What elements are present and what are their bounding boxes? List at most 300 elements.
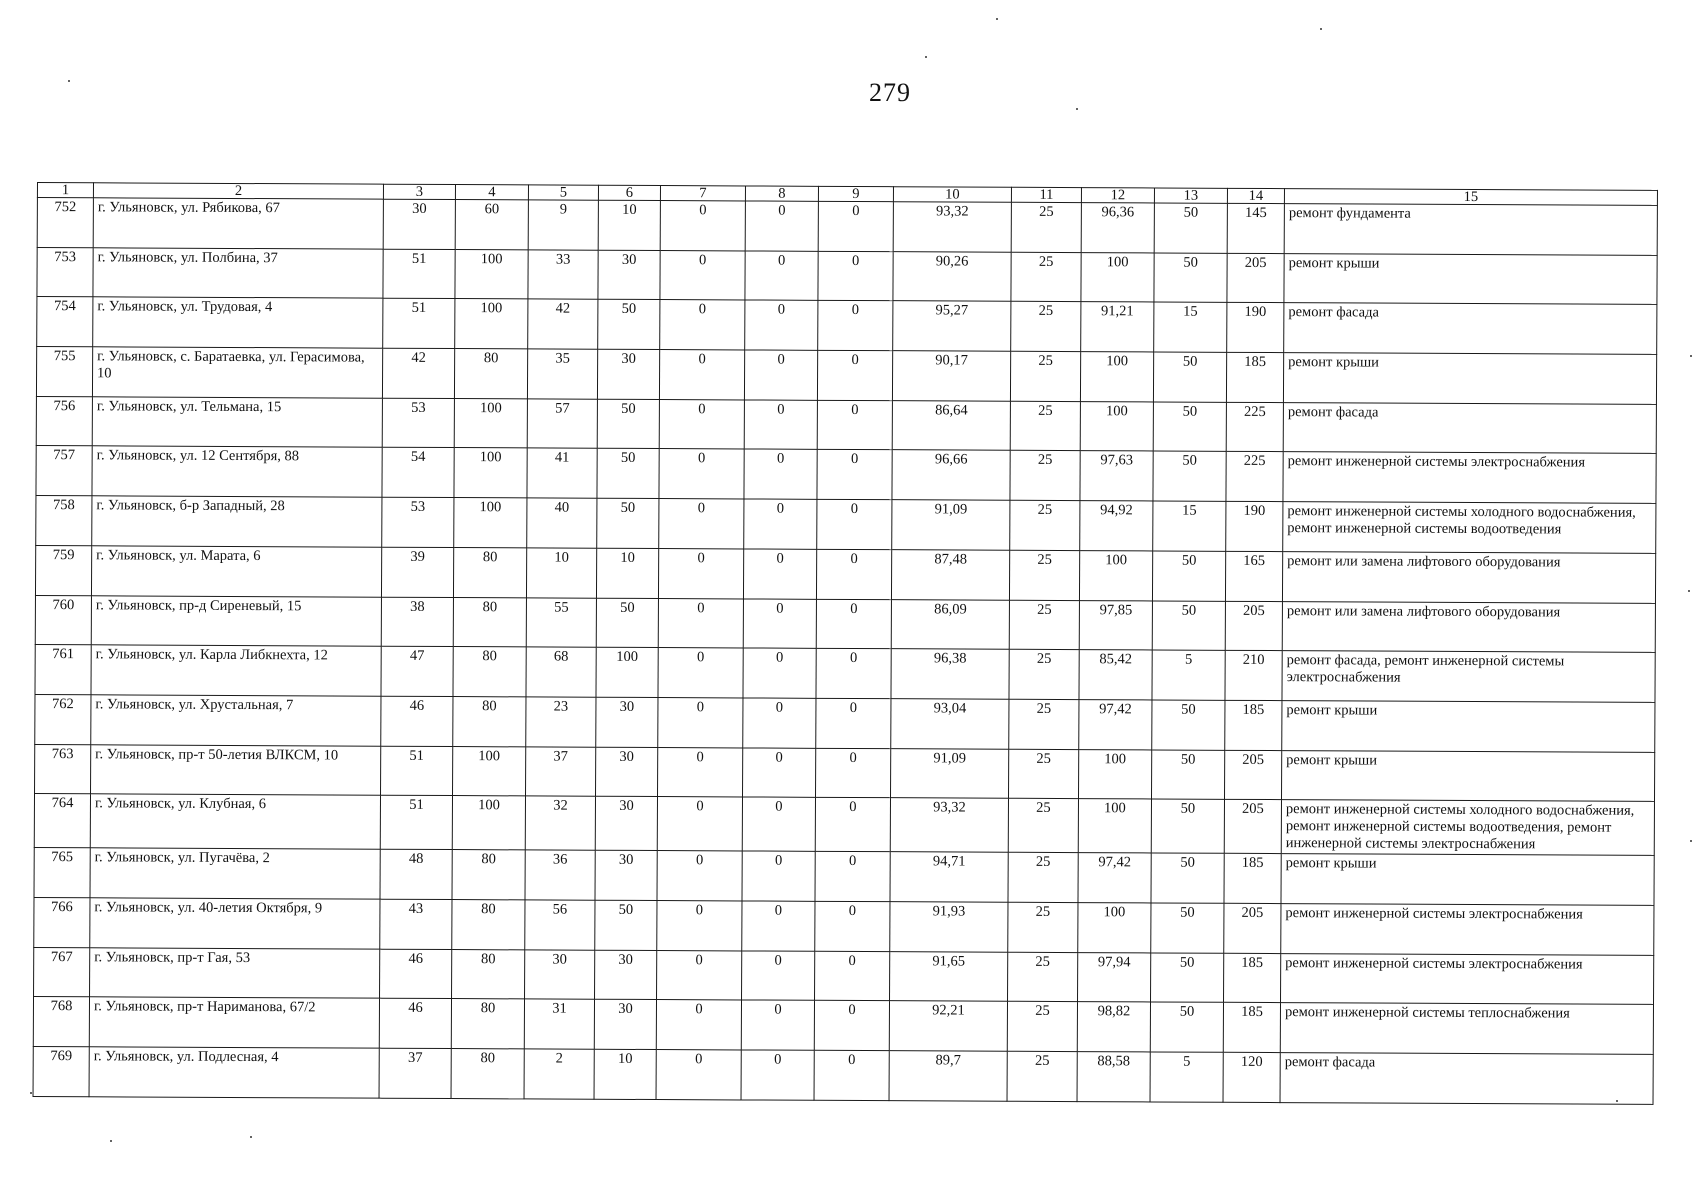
cell-col-13: 50 xyxy=(1151,750,1224,800)
address-cell: г. Ульяновск, ул. Трудовая, 4 xyxy=(93,297,383,348)
cell-col-6: 30 xyxy=(595,850,657,900)
cell-col-7: 0 xyxy=(658,598,743,648)
cell-col-11: 25 xyxy=(1010,401,1080,451)
cell-col-3: 54 xyxy=(382,448,454,498)
cell-col-3: 46 xyxy=(381,696,453,746)
work-type-cell: ремонт крыши xyxy=(1281,854,1654,906)
cell-col-11: 25 xyxy=(1008,799,1078,853)
cell-col-7: 0 xyxy=(658,548,743,598)
column-header-2: 2 xyxy=(93,183,383,199)
cell-col-7: 0 xyxy=(660,300,745,350)
row-number-cell: 760 xyxy=(35,595,91,645)
cell-col-5: 56 xyxy=(525,900,595,950)
column-header-9: 9 xyxy=(818,186,893,201)
scan-speck xyxy=(30,1092,32,1094)
column-header-3: 3 xyxy=(383,184,455,199)
cell-col-8: 0 xyxy=(745,251,818,301)
work-type-cell: ремонт крыши xyxy=(1282,700,1655,752)
column-header-11: 11 xyxy=(1011,187,1081,202)
cell-col-11: 25 xyxy=(1011,202,1081,252)
cell-col-7: 0 xyxy=(657,851,742,901)
table-row xyxy=(36,396,1656,454)
cell-col-14: 185 xyxy=(1223,1003,1280,1053)
row-number-cell: 767 xyxy=(34,947,90,997)
cell-col-3: 51 xyxy=(380,795,452,849)
cell-col-12: 96,36 xyxy=(1081,203,1154,253)
cell-col-10: 96,38 xyxy=(891,649,1009,699)
cell-col-7: 0 xyxy=(658,697,743,747)
row-number-cell: 768 xyxy=(33,997,89,1047)
cell-col-12: 97,85 xyxy=(1079,600,1152,650)
cell-col-4: 80 xyxy=(453,647,526,697)
cell-col-14: 205 xyxy=(1224,800,1281,854)
cell-col-5: 23 xyxy=(526,697,596,747)
address-cell: г. Ульяновск, ул. Тельмана, 15 xyxy=(92,397,382,448)
cell-col-6: 50 xyxy=(597,498,659,548)
cell-col-4: 80 xyxy=(453,547,526,597)
cell-col-9: 0 xyxy=(816,649,891,699)
cell-col-6: 30 xyxy=(594,1000,656,1050)
scan-speck xyxy=(110,1140,112,1142)
cell-col-8: 0 xyxy=(741,1050,814,1100)
cell-col-6: 30 xyxy=(598,250,660,300)
cell-col-6: 50 xyxy=(597,449,659,499)
cell-col-14: 205 xyxy=(1224,750,1281,800)
cell-col-7: 0 xyxy=(659,499,744,549)
cell-col-8: 0 xyxy=(743,648,816,698)
cell-col-10: 91,93 xyxy=(890,902,1008,952)
row-number-cell: 765 xyxy=(34,848,90,898)
row-number-cell: 755 xyxy=(36,347,92,397)
address-cell: г. Ульяновск, ул. Карла Либкнехта, 12 xyxy=(91,645,381,696)
table-row xyxy=(35,545,1655,603)
table-row xyxy=(33,1046,1653,1104)
cell-col-12: 100 xyxy=(1080,352,1153,402)
scan-speck xyxy=(1690,840,1692,842)
column-header-6: 6 xyxy=(598,185,660,200)
cell-col-14: 190 xyxy=(1227,303,1284,353)
cell-col-13: 50 xyxy=(1151,853,1224,903)
cell-col-11: 25 xyxy=(1007,1051,1077,1101)
cell-col-4: 80 xyxy=(452,899,525,949)
cell-col-12: 100 xyxy=(1078,903,1151,953)
work-type-cell: ремонт инженерной системы электроснабжения xyxy=(1281,904,1654,956)
table-body xyxy=(33,198,1657,1105)
table-row xyxy=(37,198,1657,256)
cell-col-7: 0 xyxy=(656,1050,741,1100)
work-type-cell: ремонт инженерной системы холодного водоснабжения, ремонт инженерной системы водоотведения, ремонт инженерной системы электроснабжения xyxy=(1281,800,1654,856)
cell-col-6: 30 xyxy=(595,796,657,850)
table-row xyxy=(36,496,1656,554)
cell-col-11: 25 xyxy=(1009,649,1079,699)
cell-col-3: 42 xyxy=(382,348,454,398)
row-number-cell: 757 xyxy=(36,446,92,496)
cell-col-13: 50 xyxy=(1154,203,1227,253)
table-row xyxy=(35,645,1655,703)
scan-speck xyxy=(250,1136,252,1138)
cell-col-14: 185 xyxy=(1226,352,1283,402)
cell-col-3: 47 xyxy=(381,646,453,696)
address-cell: г. Ульяновск, ул. Полбина, 37 xyxy=(93,247,383,298)
work-type-cell: ремонт или замена лифтового оборудования xyxy=(1282,551,1655,603)
cell-col-8: 0 xyxy=(743,598,816,648)
cell-col-6: 30 xyxy=(596,697,658,747)
address-cell: г. Ульяновск, пр-т Гая, 53 xyxy=(90,947,380,998)
cell-col-12: 100 xyxy=(1078,749,1151,799)
cell-col-4: 80 xyxy=(451,1049,524,1099)
cell-col-7: 0 xyxy=(659,399,744,449)
cell-col-11: 25 xyxy=(1011,302,1081,352)
cell-col-6: 50 xyxy=(596,598,658,648)
cell-col-5: 55 xyxy=(526,597,596,647)
cell-col-7: 0 xyxy=(660,201,745,251)
table-row xyxy=(34,947,1654,1005)
cell-col-6: 100 xyxy=(596,647,658,697)
address-cell: г. Ульяновск, б-р Западный, 28 xyxy=(92,496,382,547)
table-row xyxy=(35,694,1655,752)
row-number-cell: 769 xyxy=(33,1046,89,1096)
cell-col-4: 100 xyxy=(455,249,528,299)
address-cell: г. Ульяновск, пр-т 50-летия ВЛКСМ, 10 xyxy=(91,744,381,795)
cell-col-10: 91,09 xyxy=(891,748,1009,798)
cell-col-13: 15 xyxy=(1153,501,1226,551)
cell-col-14: 205 xyxy=(1225,601,1282,651)
cell-col-9: 0 xyxy=(815,901,890,951)
cell-col-9: 0 xyxy=(817,400,892,450)
cell-col-8: 0 xyxy=(743,748,816,798)
work-type-cell: ремонт или замена лифтового оборудования xyxy=(1282,601,1655,653)
work-type-cell: ремонт инженерной системы электроснабжения xyxy=(1283,452,1656,504)
cell-col-7: 0 xyxy=(660,250,745,300)
cell-col-11: 25 xyxy=(1010,351,1080,401)
cell-col-6: 10 xyxy=(596,548,658,598)
cell-col-13: 50 xyxy=(1153,451,1226,501)
cell-col-6: 50 xyxy=(597,399,659,449)
cell-col-10: 91,65 xyxy=(890,951,1008,1001)
cell-col-4: 80 xyxy=(451,999,524,1049)
table-row xyxy=(35,744,1655,802)
cell-col-13: 50 xyxy=(1151,953,1224,1003)
work-type-cell: ремонт крыши xyxy=(1281,750,1654,802)
cell-col-9: 0 xyxy=(815,951,890,1001)
table-row xyxy=(33,997,1653,1055)
cell-col-7: 0 xyxy=(657,900,742,950)
cell-col-13: 50 xyxy=(1153,402,1226,452)
cell-col-4: 100 xyxy=(455,299,528,349)
cell-col-8: 0 xyxy=(744,499,817,549)
scan-speck xyxy=(1076,108,1078,110)
cell-col-4: 100 xyxy=(454,398,527,448)
cell-col-5: 31 xyxy=(524,999,594,1049)
cell-col-4: 80 xyxy=(453,696,526,746)
cell-col-9: 0 xyxy=(817,499,892,549)
cell-col-10: 96,66 xyxy=(892,450,1010,500)
cell-col-12: 88,58 xyxy=(1077,1052,1150,1102)
table-row xyxy=(37,247,1657,305)
cell-col-3: 51 xyxy=(383,299,455,349)
cell-col-3: 46 xyxy=(380,949,452,999)
cell-col-5: 35 xyxy=(527,349,597,399)
cell-col-9: 0 xyxy=(816,698,891,748)
cell-col-5: 9 xyxy=(528,200,598,250)
cell-col-11: 25 xyxy=(1009,600,1079,650)
cell-col-7: 0 xyxy=(658,747,743,797)
cell-col-5: 57 xyxy=(527,399,597,449)
register-table xyxy=(33,182,1658,1105)
cell-col-8: 0 xyxy=(742,797,815,851)
cell-col-3: 46 xyxy=(379,998,451,1048)
cell-col-8: 0 xyxy=(745,201,818,251)
cell-col-7: 0 xyxy=(657,950,742,1000)
cell-col-12: 97,42 xyxy=(1079,699,1152,749)
cell-col-12: 97,94 xyxy=(1078,952,1151,1002)
cell-col-4: 100 xyxy=(454,448,527,498)
cell-col-12: 97,42 xyxy=(1078,853,1151,903)
cell-col-14: 185 xyxy=(1225,700,1282,750)
cell-col-9: 0 xyxy=(815,798,890,852)
cell-col-7: 0 xyxy=(659,449,744,499)
column-header-14: 14 xyxy=(1227,188,1284,203)
cell-col-5: 10 xyxy=(526,548,596,598)
cell-col-3: 37 xyxy=(379,1048,451,1098)
cell-col-13: 5 xyxy=(1150,1052,1223,1102)
cell-col-8: 0 xyxy=(744,400,817,450)
scan-speck xyxy=(1616,1100,1618,1102)
column-header-10: 10 xyxy=(893,187,1011,203)
cell-col-6: 10 xyxy=(598,200,660,250)
cell-col-4: 100 xyxy=(453,746,526,796)
column-header-12: 12 xyxy=(1081,188,1154,203)
cell-col-10: 89,7 xyxy=(889,1051,1007,1101)
cell-col-10: 93,32 xyxy=(893,202,1011,252)
cell-col-12: 85,42 xyxy=(1079,650,1152,700)
cell-col-3: 30 xyxy=(383,199,455,249)
cell-col-6: 30 xyxy=(596,747,658,797)
cell-col-8: 0 xyxy=(741,1000,814,1050)
table-row xyxy=(34,897,1654,955)
cell-col-10: 90,17 xyxy=(892,351,1010,401)
scan-speck xyxy=(996,18,998,20)
cell-col-7: 0 xyxy=(659,350,744,400)
cell-col-12: 91,21 xyxy=(1081,302,1154,352)
row-number-cell: 756 xyxy=(36,396,92,446)
cell-col-5: 2 xyxy=(524,1049,594,1099)
work-type-cell: ремонт крыши xyxy=(1284,253,1657,305)
cell-col-6: 30 xyxy=(595,950,657,1000)
cell-col-14: 185 xyxy=(1224,854,1281,904)
row-number-cell: 752 xyxy=(37,198,93,248)
cell-col-3: 53 xyxy=(382,497,454,547)
address-cell: г. Ульяновск, ул. 12 Сентября, 88 xyxy=(92,446,382,497)
cell-col-7: 0 xyxy=(656,1000,741,1050)
cell-col-4: 80 xyxy=(454,349,527,399)
row-number-cell: 754 xyxy=(37,297,93,347)
row-number-cell: 762 xyxy=(35,694,91,744)
row-number-cell: 758 xyxy=(36,496,92,546)
cell-col-10: 86,64 xyxy=(892,400,1010,450)
cell-col-3: 51 xyxy=(381,746,453,796)
address-cell: г. Ульяновск, ул. Клубная, 6 xyxy=(90,794,380,849)
address-cell: г. Ульяновск, пр-т Нариманова, 67/2 xyxy=(89,997,379,1048)
work-type-cell: ремонт фундамента xyxy=(1284,204,1657,256)
cell-col-8: 0 xyxy=(744,449,817,499)
scan-speck xyxy=(1690,355,1692,357)
cell-col-11: 25 xyxy=(1008,749,1078,799)
cell-col-14: 205 xyxy=(1227,253,1284,303)
scan-speck xyxy=(1320,28,1322,30)
table-row xyxy=(36,446,1656,504)
cell-col-5: 40 xyxy=(527,498,597,548)
cell-col-11: 25 xyxy=(1007,1002,1077,1052)
cell-col-8: 0 xyxy=(742,901,815,951)
cell-col-12: 94,92 xyxy=(1080,501,1153,551)
cell-col-14: 225 xyxy=(1226,402,1283,452)
row-number-cell: 753 xyxy=(37,247,93,297)
cell-col-4: 100 xyxy=(454,498,527,548)
cell-col-10: 86,09 xyxy=(891,599,1009,649)
cell-col-11: 25 xyxy=(1009,699,1079,749)
cell-col-9: 0 xyxy=(814,1050,889,1100)
cell-col-9: 0 xyxy=(816,748,891,798)
cell-col-3: 43 xyxy=(380,899,452,949)
cell-col-12: 97,63 xyxy=(1080,451,1153,501)
cell-col-4: 80 xyxy=(453,597,526,647)
row-number-cell: 764 xyxy=(34,794,90,848)
column-header-13: 13 xyxy=(1154,188,1227,203)
cell-col-9: 0 xyxy=(818,301,893,351)
cell-col-10: 93,32 xyxy=(890,798,1008,853)
cell-col-14: 145 xyxy=(1227,203,1284,253)
column-header-5: 5 xyxy=(528,185,598,200)
cell-col-14: 190 xyxy=(1226,501,1283,551)
cell-col-10: 93,04 xyxy=(891,699,1009,749)
cell-col-11: 25 xyxy=(1008,853,1078,903)
cell-col-4: 80 xyxy=(452,850,525,900)
cell-col-10: 92,21 xyxy=(889,1001,1007,1051)
cell-col-8: 0 xyxy=(744,350,817,400)
work-type-cell: ремонт фасада xyxy=(1284,303,1657,355)
address-cell: г. Ульяновск, ул. Подлесная, 4 xyxy=(89,1047,379,1098)
cell-col-12: 100 xyxy=(1078,799,1151,853)
cell-col-6: 50 xyxy=(598,300,660,350)
cell-col-5: 41 xyxy=(527,448,597,498)
work-type-cell: ремонт фасада xyxy=(1280,1053,1653,1105)
address-cell: г. Ульяновск, ул. Пугачёва, 2 xyxy=(90,848,380,899)
cell-col-4: 60 xyxy=(455,200,528,250)
cell-col-6: 50 xyxy=(595,900,657,950)
cell-col-11: 25 xyxy=(1008,902,1078,952)
cell-col-14: 120 xyxy=(1223,1052,1280,1102)
cell-col-14: 210 xyxy=(1225,650,1282,700)
work-type-cell: ремонт инженерной системы электроснабжения xyxy=(1281,953,1654,1005)
page-number: 279 xyxy=(869,78,911,107)
cell-col-5: 68 xyxy=(526,647,596,697)
cell-col-13: 50 xyxy=(1151,799,1224,853)
row-number-cell: 763 xyxy=(35,744,91,794)
cell-col-6: 30 xyxy=(597,349,659,399)
cell-col-9: 0 xyxy=(817,450,892,500)
cell-col-8: 0 xyxy=(743,549,816,599)
cell-col-9: 0 xyxy=(817,350,892,400)
cell-col-3: 51 xyxy=(383,249,455,299)
cell-col-10: 94,71 xyxy=(890,852,1008,902)
address-cell: г. Ульяновск, пр-д Сиреневый, 15 xyxy=(91,595,381,646)
table-row xyxy=(37,297,1657,355)
cell-col-4: 80 xyxy=(452,949,525,999)
cell-col-5: 30 xyxy=(525,950,595,1000)
cell-col-8: 0 xyxy=(743,698,816,748)
cell-col-11: 25 xyxy=(1011,252,1081,302)
cell-col-11: 25 xyxy=(1010,451,1080,501)
cell-col-14: 205 xyxy=(1224,903,1281,953)
cell-col-13: 50 xyxy=(1152,600,1225,650)
cell-col-8: 0 xyxy=(745,300,818,350)
register-table-container xyxy=(33,182,1658,1105)
cell-col-7: 0 xyxy=(657,797,742,851)
column-header-15: 15 xyxy=(1284,189,1657,206)
address-cell: г. Ульяновск, ул. Рябикова, 67 xyxy=(93,198,383,249)
cell-col-5: 37 xyxy=(526,746,596,796)
cell-col-5: 33 xyxy=(528,250,598,300)
cell-col-8: 0 xyxy=(742,851,815,901)
cell-col-14: 165 xyxy=(1225,551,1282,601)
scan-speck xyxy=(1688,590,1690,592)
scan-speck xyxy=(68,80,70,82)
cell-col-12: 98,82 xyxy=(1077,1002,1150,1052)
cell-col-10: 90,26 xyxy=(893,251,1011,301)
cell-col-12: 100 xyxy=(1080,401,1153,451)
address-cell: г. Ульяновск, с. Баратаевка, ул. Герасимова, 10 xyxy=(92,347,382,398)
column-header-4: 4 xyxy=(455,185,528,200)
cell-col-7: 0 xyxy=(658,648,743,698)
cell-col-13: 50 xyxy=(1150,1002,1223,1052)
cell-col-10: 95,27 xyxy=(893,301,1011,351)
cell-col-9: 0 xyxy=(815,852,890,902)
cell-col-6: 10 xyxy=(594,1049,656,1099)
cell-col-13: 50 xyxy=(1152,551,1225,601)
cell-col-13: 50 xyxy=(1154,253,1227,303)
cell-col-3: 53 xyxy=(382,398,454,448)
cell-col-14: 185 xyxy=(1224,953,1281,1003)
cell-col-9: 0 xyxy=(818,251,893,301)
cell-col-3: 38 xyxy=(381,597,453,647)
row-number-cell: 766 xyxy=(34,897,90,947)
table-row xyxy=(36,347,1656,405)
work-type-cell: ремонт фасада xyxy=(1283,402,1656,454)
scan-speck xyxy=(925,56,927,58)
work-type-cell: ремонт крыши xyxy=(1283,353,1656,405)
cell-col-9: 0 xyxy=(818,201,893,251)
cell-col-13: 50 xyxy=(1153,352,1226,402)
cell-col-12: 100 xyxy=(1081,252,1154,302)
column-header-1: 1 xyxy=(37,183,93,198)
cell-col-13: 5 xyxy=(1152,650,1225,700)
cell-col-11: 25 xyxy=(1009,550,1079,600)
address-cell: г. Ульяновск, ул. 40-летия Октября, 9 xyxy=(90,898,380,949)
cell-col-13: 50 xyxy=(1151,903,1224,953)
cell-col-14: 225 xyxy=(1226,452,1283,502)
work-type-cell: ремонт инженерной системы теплоснабжения xyxy=(1280,1003,1653,1055)
cell-col-3: 48 xyxy=(380,849,452,899)
row-number-cell: 759 xyxy=(35,545,91,595)
cell-col-10: 87,48 xyxy=(891,549,1009,599)
column-header-7: 7 xyxy=(660,186,745,201)
table-row xyxy=(35,595,1655,653)
work-type-cell: ремонт инженерной системы холодного водоснабжения, ремонт инженерной системы водоотведения xyxy=(1283,502,1656,554)
cell-col-8: 0 xyxy=(742,951,815,1001)
cell-col-12: 100 xyxy=(1079,550,1152,600)
cell-col-5: 36 xyxy=(525,850,595,900)
